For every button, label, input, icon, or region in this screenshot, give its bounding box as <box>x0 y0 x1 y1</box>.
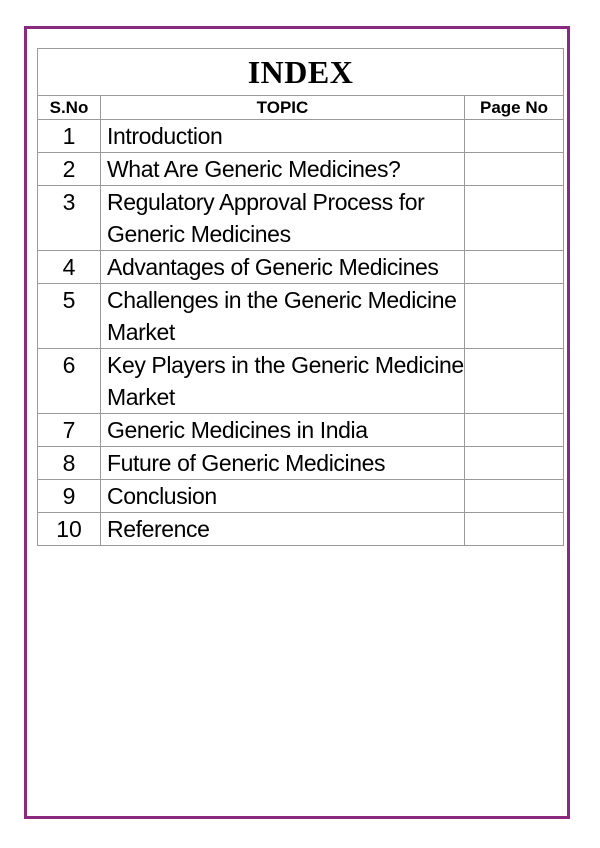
table-row <box>38 186 564 251</box>
table-row <box>38 120 564 153</box>
row-sno: 4 <box>38 251 101 284</box>
row-sno: 5 <box>38 284 101 349</box>
row-topic: What Are Generic Medicines? <box>101 153 465 186</box>
table-row <box>38 513 564 546</box>
row-sno: 1 <box>38 120 101 153</box>
row-topic: Key Players in the Generic Medicine Market <box>101 349 465 414</box>
row-topic: Regulatory Approval Process for Generic Medicines <box>101 186 465 251</box>
row-page-no <box>465 513 564 546</box>
title-row <box>38 49 564 96</box>
row-sno: 8 <box>38 447 101 480</box>
row-page-no <box>465 251 564 284</box>
row-page-no <box>465 349 564 414</box>
row-page-no <box>465 186 564 251</box>
header-topic: TOPIC <box>101 96 465 120</box>
row-page-no <box>465 120 564 153</box>
row-topic: Introduction <box>101 120 465 153</box>
row-topic: Generic Medicines in India <box>101 414 465 447</box>
table-row <box>38 414 564 447</box>
row-page-no <box>465 284 564 349</box>
header-page-no: Page No <box>465 96 564 120</box>
table-row <box>38 447 564 480</box>
row-page-no <box>465 447 564 480</box>
table-row <box>38 153 564 186</box>
row-page-no <box>465 153 564 186</box>
row-sno: 7 <box>38 414 101 447</box>
row-sno: 2 <box>38 153 101 186</box>
row-topic: Future of Generic Medicines <box>101 447 465 480</box>
row-sno: 9 <box>38 480 101 513</box>
row-topic: Challenges in the Generic Medicine Market <box>101 284 465 349</box>
header-sno: S.No <box>38 96 101 120</box>
table-row <box>38 480 564 513</box>
index-table <box>37 48 564 546</box>
row-sno: 3 <box>38 186 101 251</box>
table-row <box>38 349 564 414</box>
table-row <box>38 251 564 284</box>
row-sno: 6 <box>38 349 101 414</box>
header-row <box>38 96 564 120</box>
table-row <box>38 284 564 349</box>
row-topic: Advantages of Generic Medicines <box>101 251 465 284</box>
index-title: INDEX <box>38 49 564 96</box>
row-page-no <box>465 480 564 513</box>
row-page-no <box>465 414 564 447</box>
row-sno: 10 <box>38 513 101 546</box>
row-topic: Reference <box>101 513 465 546</box>
row-topic: Conclusion <box>101 480 465 513</box>
